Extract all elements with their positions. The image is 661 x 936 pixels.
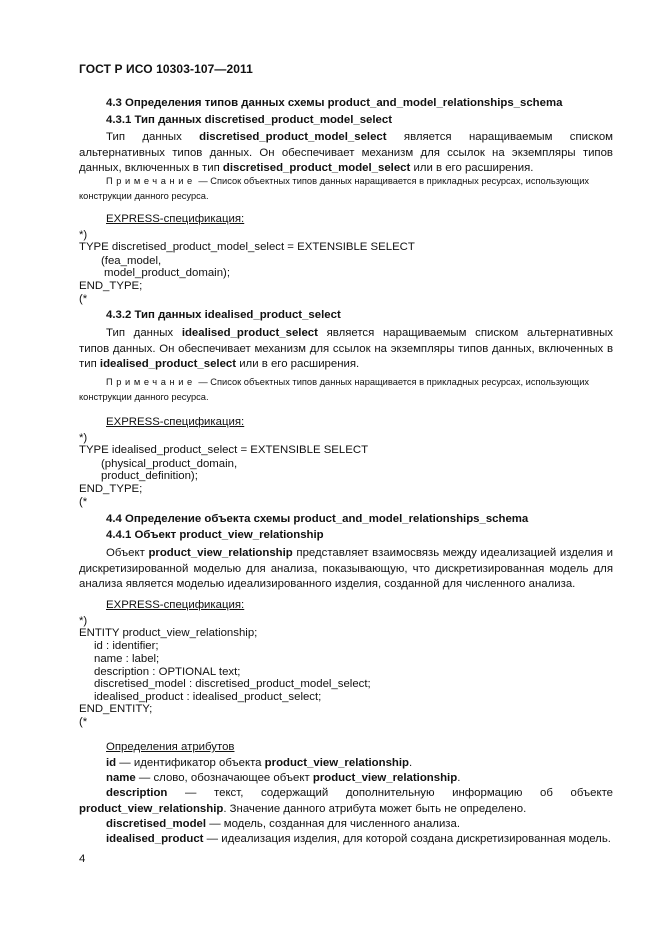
attr-text: — слово, обозначающее объект — [135, 772, 313, 784]
attr-text: . — [457, 772, 461, 784]
subsection-4-3-1-heading: 4.3.1 Тип данных discretised_product_model_select — [106, 114, 393, 126]
note-label: Примечание — [106, 377, 196, 387]
code-line: *) — [79, 432, 88, 444]
term-bold: idealised_product_select — [181, 327, 318, 339]
code-line: *) — [79, 615, 88, 627]
attr-term: description — [106, 787, 168, 799]
code-line: ENTITY product_view_relationship; — [79, 627, 258, 639]
document-header: ГОСТ Р ИСО 10303-107—2011 — [79, 62, 253, 76]
code-line: idealised_product : idealised_product_select; — [94, 691, 322, 703]
code-line: *) — [79, 229, 88, 241]
term-bold: discretised_product_model_select — [222, 162, 411, 175]
para-text: Тип данных — [106, 131, 200, 143]
express-spec-label-2: EXPRESS-спецификация: — [106, 416, 245, 428]
note-label: Примечание — [106, 176, 196, 186]
attr-discretised-model-definition — [106, 817, 460, 833]
para-text: Тип данных — [106, 327, 182, 339]
para-text: или в его расширения. — [410, 162, 534, 175]
code-line: (physical_product_domain, — [101, 458, 238, 470]
attr-description-definition — [79, 786, 613, 817]
para-text: представляет взаимосвязь между идеализацией изделия и дискретизированной моделью для анализа, показывающую, что дискретизированная модель для анализа является моделью идеализированного изделия, созданной для численного анализа. — [79, 547, 613, 591]
code-line: END_ENTITY; — [79, 703, 153, 715]
code-line: product_definition); — [101, 470, 198, 482]
code-line: id : identifier; — [94, 640, 159, 652]
attr-text: — модель, созданная для численного анализа. — [206, 818, 461, 830]
attr-term: name — [106, 772, 136, 784]
note-1 — [79, 174, 613, 204]
attr-term-ref: product_view_relationship — [79, 802, 224, 815]
attr-text: — текст, содержащий дополнительную информацию об объекте — [167, 787, 613, 799]
express-spec-label-3: EXPRESS-спецификация: — [106, 599, 245, 611]
code-line: (* — [79, 716, 88, 728]
code-line: END_TYPE; — [79, 483, 143, 495]
paragraph-product-view-relationship — [79, 546, 613, 593]
code-line: model_product_domain); — [104, 267, 231, 279]
attr-text: . Значение данного атрибута может быть не определено. — [223, 802, 527, 815]
section-4-4-heading: 4.4 Определение объекта схемы product_and_model_relationships_schema — [106, 513, 529, 525]
term-bold: idealised_product_select — [99, 358, 237, 371]
note-text: — Список объектных типов данных наращивается в прикладных ресурсах, использующих конструкции данного ресурса. — [79, 377, 590, 403]
attr-term: id — [106, 757, 117, 769]
subsection-4-3-2-heading: 4.3.2 Тип данных idealised_product_select — [106, 309, 341, 321]
code-line: TYPE discretised_product_model_select = EXTENSIBLE SELECT — [79, 241, 415, 253]
para-text: или в его расширения. — [236, 358, 360, 371]
code-line: (fea_model, — [101, 255, 162, 267]
page-number: 4 — [79, 853, 86, 865]
code-line: description : OPTIONAL text; — [94, 666, 241, 678]
paragraph-discretised-select — [79, 130, 613, 177]
para-text: Объект — [106, 547, 149, 559]
attr-text: — идеализация изделия, для которой создана дискретизированная модель. — [203, 833, 611, 845]
attr-term-ref: product_view_relationship — [312, 772, 458, 784]
term-bold: product_view_relationship — [148, 547, 293, 559]
term-bold: discretised_product_model_select — [199, 131, 387, 143]
attr-id-definition — [106, 756, 412, 772]
para-text: является наращиваемым списком альтернативных типов данных. Он обеспечивает механизм для ссылок на экземпляры типов данных, включенных в тип — [79, 327, 613, 371]
attr-idealised-product-definition — [106, 832, 611, 848]
code-line: discretised_model : discretised_product_model_select; — [94, 678, 371, 690]
attribute-definitions-heading: Определения атрибутов — [106, 741, 235, 753]
attr-text: — идентификатор объекта — [116, 757, 265, 769]
subsection-4-4-1-heading: 4.4.1 Объект product_view_relationship — [106, 529, 324, 541]
code-line: (* — [79, 496, 88, 508]
note-2 — [79, 375, 613, 405]
attr-term: discretised_model — [106, 818, 207, 830]
note-text: — Список объектных типов данных наращивается в прикладных ресурсах, использующих конструкции данного ресурса. — [79, 176, 590, 202]
section-4-3-heading: 4.3 Определения типов данных схемы product_and_model_relationships_schema — [106, 97, 563, 109]
para-text: является наращиваемым списком альтернативных типов данных. Он обеспечивает механизм для ссылок на экземпляры типов данных, включенных в тип — [79, 131, 613, 175]
attr-name-definition — [106, 771, 460, 787]
code-line: END_TYPE; — [79, 280, 143, 292]
code-line: name : label; — [94, 653, 160, 665]
attr-text: . — [409, 757, 413, 769]
paragraph-idealised-select — [79, 326, 613, 373]
express-spec-label-1: EXPRESS-спецификация: — [106, 213, 245, 225]
attr-term: idealised_product — [106, 833, 204, 845]
code-line: (* — [79, 293, 88, 305]
attr-term-ref: product_view_relationship — [264, 757, 409, 769]
code-line: TYPE idealised_product_select = EXTENSIBLE SELECT — [79, 444, 369, 456]
